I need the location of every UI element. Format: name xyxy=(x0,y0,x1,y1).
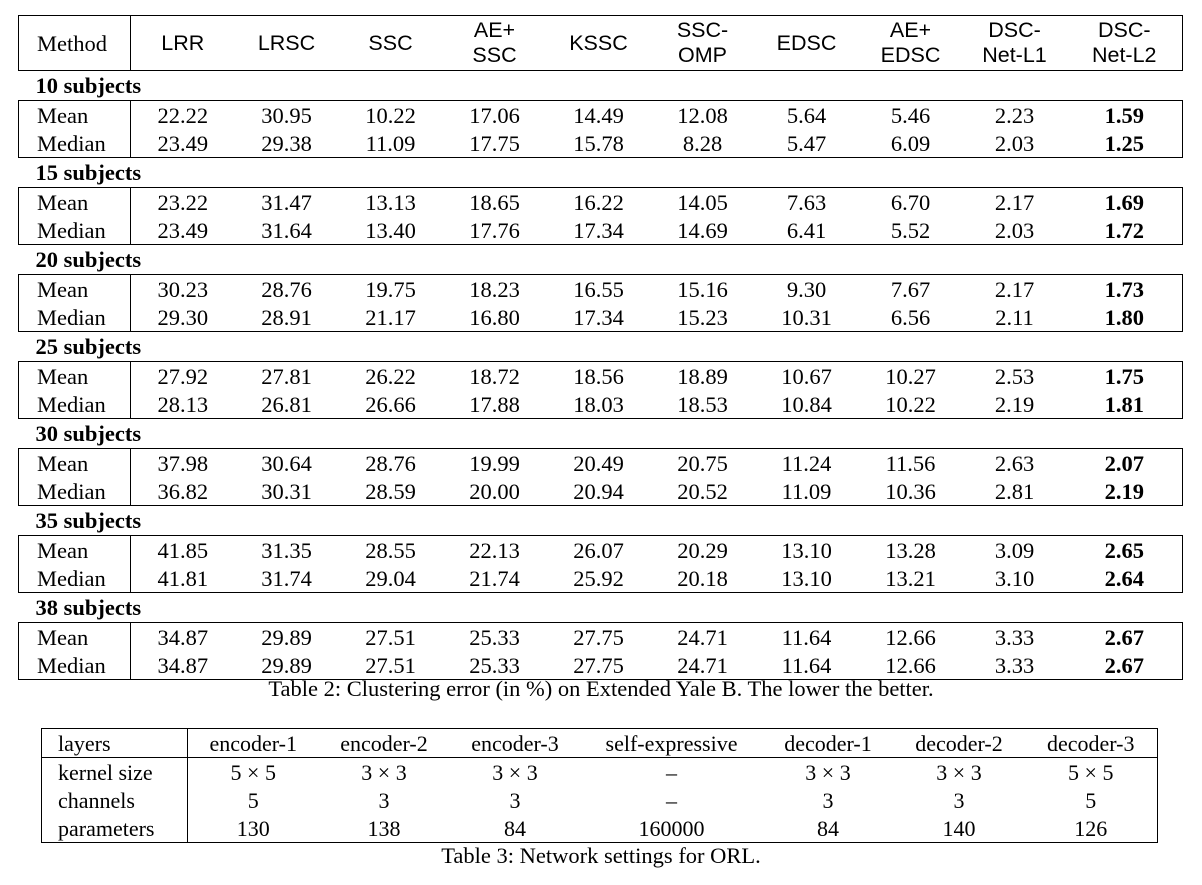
table-cell: 5.64 xyxy=(786,102,827,128)
table-row xyxy=(42,786,1158,814)
table-body xyxy=(42,758,1158,843)
table-cell: 3 × 3 xyxy=(936,759,982,785)
table-cell: 16.55 xyxy=(573,276,624,302)
table-cell: 3 xyxy=(378,787,390,813)
table-cell: 6.09 xyxy=(859,129,963,158)
table-cell: 15.16 xyxy=(677,276,728,302)
table-cell: 2.17 xyxy=(994,189,1035,215)
column-header: DSC- Net-L2 xyxy=(1067,16,1183,71)
table-cell: 23.49 xyxy=(131,129,235,158)
table-cell: 1.72 xyxy=(1067,216,1183,245)
table-cell: 10.22 xyxy=(859,390,963,419)
table-cell: 2.65 xyxy=(1067,536,1183,565)
table-cell: 11.09 xyxy=(339,129,443,158)
table-cell: 13.40 xyxy=(339,216,443,245)
table-cell: 30.23 xyxy=(157,276,209,302)
table-cell: 138 xyxy=(367,815,401,841)
table-cell: 2.19 xyxy=(963,390,1067,419)
table-cell: 26.81 xyxy=(235,390,339,419)
table-cell: 19.75 xyxy=(365,276,416,302)
table-cell: 28.13 xyxy=(131,390,235,419)
table-cell: 2.64 xyxy=(1067,564,1183,593)
table-cell: 27.75 xyxy=(573,624,624,650)
table-cell: 23.22 xyxy=(157,189,209,215)
table-cell: 3 × 3 xyxy=(805,759,851,785)
table-cell: 2.17 xyxy=(994,276,1035,302)
table-cell: 41.85 xyxy=(157,537,209,563)
table-cell: 27.51 xyxy=(365,624,416,650)
column-header: encoder-2 xyxy=(319,729,450,758)
table-row xyxy=(19,129,1183,158)
table-cell: 11.56 xyxy=(885,450,936,476)
table-cell: 2.67 xyxy=(1067,623,1183,652)
table-cell: 28.91 xyxy=(235,303,339,332)
table-cell: 17.76 xyxy=(443,216,547,245)
table-cell: 84 xyxy=(504,815,526,841)
table-cell: 16.80 xyxy=(443,303,547,332)
row-label: Mean xyxy=(19,536,131,565)
table-cell: 12.08 xyxy=(677,102,728,128)
table-cell: 2.53 xyxy=(994,363,1035,389)
group-title: 15 subjects xyxy=(19,158,1183,188)
table-cell: 1.59 xyxy=(1067,101,1183,130)
table-cell: 11.64 xyxy=(755,651,859,680)
column-header: SSC- OMP xyxy=(651,16,755,71)
table-cell: 9.30 xyxy=(786,276,827,302)
table-cell: – xyxy=(666,787,677,813)
table-cell: 11.64 xyxy=(781,624,832,650)
group-title: 38 subjects xyxy=(19,593,1183,623)
table-cell: 24.71 xyxy=(677,624,728,650)
table-cell: 13.28 xyxy=(885,537,936,563)
table-cell: 22.22 xyxy=(157,102,209,128)
column-header: AE+ SSC xyxy=(443,16,547,71)
table-cell: 11.24 xyxy=(781,450,832,476)
table-cell: 30.31 xyxy=(235,477,339,506)
table-cell: 12.66 xyxy=(885,624,936,650)
table-cell: 29.04 xyxy=(339,564,443,593)
table-cell: 27.75 xyxy=(547,651,651,680)
table-cell: 25.33 xyxy=(443,651,547,680)
table-cell: 17.75 xyxy=(443,129,547,158)
table-cell: 5 xyxy=(1085,787,1097,813)
table-cell: 20.49 xyxy=(573,450,624,476)
table-cell: 1.80 xyxy=(1067,303,1183,332)
row-label: kernel size xyxy=(42,758,188,787)
row-label: Mean xyxy=(19,101,131,130)
table-cell: 1.25 xyxy=(1067,129,1183,158)
table-cell: 37.98 xyxy=(157,450,209,476)
table-cell: 6.70 xyxy=(890,189,931,215)
column-header: decoder-2 xyxy=(894,729,1025,758)
table-cell: 14.05 xyxy=(677,189,728,215)
table-cell: 20.52 xyxy=(651,477,755,506)
table-cell: 25.33 xyxy=(469,624,520,650)
row-label: Median xyxy=(19,564,131,593)
table-cell: 14.49 xyxy=(573,102,624,128)
table-cell: 2.03 xyxy=(963,216,1067,245)
group-header-row xyxy=(19,593,1183,623)
row-label: Mean xyxy=(19,449,131,478)
table-cell: 7.67 xyxy=(890,276,931,302)
table-2-caption: Table 2: Clustering error (in %) on Extended Yale B. The lower the better. xyxy=(268,676,934,701)
table-cell: 23.49 xyxy=(131,216,235,245)
table-row xyxy=(19,623,1183,652)
column-header: LRR xyxy=(131,16,235,71)
row-label: Median xyxy=(19,477,131,506)
table-cell: 3 xyxy=(822,787,834,813)
row-label: Mean xyxy=(19,188,131,217)
table-cell: 5 xyxy=(247,787,259,813)
table-cell: 3 × 3 xyxy=(361,759,407,785)
network-settings-table xyxy=(41,728,1158,843)
table-cell: 31.47 xyxy=(261,189,312,215)
table-cell: 31.74 xyxy=(235,564,339,593)
table-cell: 8.28 xyxy=(651,129,755,158)
column-header: AE+ EDSC xyxy=(859,16,963,71)
group-title: 10 subjects xyxy=(19,71,1183,101)
column-header: encoder-1 xyxy=(188,729,319,758)
table-cell: 20.18 xyxy=(651,564,755,593)
column-header: decoder-3 xyxy=(1025,729,1158,758)
row-label: parameters xyxy=(42,814,188,843)
table-header-row xyxy=(19,16,1183,71)
row-label: Median xyxy=(19,303,131,332)
group-title: 20 subjects xyxy=(19,245,1183,275)
table-row xyxy=(42,814,1158,843)
table-cell: 3.33 xyxy=(994,624,1035,650)
table-cell: 2.19 xyxy=(1067,477,1183,506)
table-cell: 17.34 xyxy=(547,303,651,332)
table-cell: 2.11 xyxy=(963,303,1067,332)
row-label: Median xyxy=(19,129,131,158)
group-header-row xyxy=(19,71,1183,101)
table-cell: 13.21 xyxy=(859,564,963,593)
table-cell: 18.23 xyxy=(469,276,520,302)
table-cell: 13.10 xyxy=(755,564,859,593)
table-cell: 27.92 xyxy=(157,363,209,389)
row-label: Mean xyxy=(19,275,131,304)
table-cell: 140 xyxy=(942,815,976,841)
table-cell: 18.72 xyxy=(469,363,520,389)
table-cell: 17.34 xyxy=(547,216,651,245)
table-cell: 34.87 xyxy=(157,624,209,650)
table-cell: 1.69 xyxy=(1067,188,1183,217)
table-row xyxy=(19,101,1183,130)
row-label: channels xyxy=(42,786,188,814)
table-cell: 5.46 xyxy=(890,102,931,128)
group-header-row xyxy=(19,158,1183,188)
table-cell: 34.87 xyxy=(131,651,235,680)
table-row xyxy=(19,564,1183,593)
table-cell: 6.56 xyxy=(859,303,963,332)
table-body xyxy=(19,71,1183,680)
table-cell: 22.13 xyxy=(469,537,520,563)
table-cell: 28.76 xyxy=(365,450,416,476)
table-cell: 24.71 xyxy=(651,651,755,680)
table-cell: 20.94 xyxy=(547,477,651,506)
table-cell: 26.66 xyxy=(339,390,443,419)
group-header-row xyxy=(19,419,1183,449)
table-cell: 29.89 xyxy=(235,651,339,680)
table-cell: 29.30 xyxy=(131,303,235,332)
table-cell: 15.78 xyxy=(547,129,651,158)
column-header: LRSC xyxy=(235,16,339,71)
table-header-row xyxy=(42,729,1158,758)
table-cell: 3 xyxy=(953,787,965,813)
column-header: EDSC xyxy=(755,16,859,71)
table-row xyxy=(19,275,1183,304)
column-header: encoder-3 xyxy=(450,729,581,758)
table-cell: 29.38 xyxy=(235,129,339,158)
column-header: KSSC xyxy=(547,16,651,71)
table-cell: 3.09 xyxy=(994,537,1035,563)
row-label: Median xyxy=(19,216,131,245)
table-cell: 3.33 xyxy=(963,651,1067,680)
table-cell: 29.89 xyxy=(261,624,312,650)
row-label: Mean xyxy=(19,623,131,652)
table-cell: 3 xyxy=(509,787,521,813)
column-header: SSC xyxy=(339,16,443,71)
table-3-caption: Table 3: Network settings for ORL. xyxy=(441,843,761,868)
table-cell: 84 xyxy=(817,815,839,841)
table-cell: 26.22 xyxy=(365,363,416,389)
table-cell: 20.75 xyxy=(677,450,728,476)
table-cell: 27.81 xyxy=(261,363,312,389)
table-row xyxy=(19,303,1183,332)
column-header: layers xyxy=(42,729,188,758)
table-cell: – xyxy=(666,759,677,785)
group-header-row xyxy=(19,245,1183,275)
table-cell: 7.63 xyxy=(786,189,827,215)
table-cell: 17.88 xyxy=(443,390,547,419)
table-cell: 3.10 xyxy=(963,564,1067,593)
table-cell: 36.82 xyxy=(131,477,235,506)
table-cell: 31.64 xyxy=(235,216,339,245)
row-label: Mean xyxy=(19,362,131,391)
table-row xyxy=(19,536,1183,565)
table-cell: 27.51 xyxy=(339,651,443,680)
table-cell: 16.22 xyxy=(573,189,624,215)
table-row xyxy=(42,758,1158,787)
table-cell: 10.27 xyxy=(885,363,936,389)
table-row xyxy=(19,390,1183,419)
table-cell: 10.31 xyxy=(755,303,859,332)
table-cell: 21.74 xyxy=(443,564,547,593)
table-cell: 25.92 xyxy=(547,564,651,593)
table-cell: 17.06 xyxy=(469,102,520,128)
table-cell: 20.29 xyxy=(677,537,728,563)
table-row xyxy=(19,188,1183,217)
table-cell: 2.07 xyxy=(1067,449,1183,478)
group-title: 30 subjects xyxy=(19,419,1183,449)
row-label: Median xyxy=(19,651,131,680)
column-header: self-expressive xyxy=(581,729,763,758)
table-cell: 10.22 xyxy=(365,102,416,128)
table-cell: 130 xyxy=(236,815,270,841)
table-cell: 2.03 xyxy=(963,129,1067,158)
row-label: Median xyxy=(19,390,131,419)
table-cell: 19.99 xyxy=(469,450,520,476)
table-cell: 5.52 xyxy=(859,216,963,245)
table-cell: 41.81 xyxy=(131,564,235,593)
table-cell: 2.23 xyxy=(994,102,1035,128)
table-cell: 18.03 xyxy=(547,390,651,419)
group-header-row xyxy=(19,332,1183,362)
table-cell: 160000 xyxy=(638,815,705,841)
table-cell: 21.17 xyxy=(339,303,443,332)
table-cell: 26.07 xyxy=(573,537,624,563)
table-cell: 2.81 xyxy=(963,477,1067,506)
table-row xyxy=(19,449,1183,478)
column-header: decoder-1 xyxy=(763,729,894,758)
column-header: Method xyxy=(19,16,131,71)
table-cell: 30.95 xyxy=(261,102,312,128)
table-cell: 18.65 xyxy=(469,189,520,215)
table-cell: 20.00 xyxy=(443,477,547,506)
table-cell: 14.69 xyxy=(651,216,755,245)
table-cell: 13.13 xyxy=(365,189,416,215)
table-cell: 5.47 xyxy=(755,129,859,158)
table-cell: 28.59 xyxy=(339,477,443,506)
table-cell: 5 × 5 xyxy=(1068,759,1114,785)
table-cell: 1.73 xyxy=(1067,275,1183,304)
table-cell: 10.67 xyxy=(781,363,832,389)
table-cell: 1.81 xyxy=(1067,390,1183,419)
table-cell: 2.67 xyxy=(1067,651,1183,680)
table-cell: 5 × 5 xyxy=(230,759,276,785)
table-cell: 18.56 xyxy=(573,363,624,389)
table-cell: 11.09 xyxy=(755,477,859,506)
table-cell: 18.89 xyxy=(677,363,728,389)
table-cell: 28.55 xyxy=(365,537,416,563)
table-cell: 30.64 xyxy=(261,450,312,476)
column-header: DSC- Net-L1 xyxy=(963,16,1067,71)
table-cell: 1.75 xyxy=(1067,362,1183,391)
group-title: 35 subjects xyxy=(19,506,1183,536)
table-cell: 12.66 xyxy=(859,651,963,680)
clustering-error-table xyxy=(18,15,1183,680)
table-cell: 2.63 xyxy=(994,450,1035,476)
table-cell: 126 xyxy=(1074,815,1108,841)
group-header-row xyxy=(19,506,1183,536)
table-cell: 13.10 xyxy=(781,537,832,563)
table-row xyxy=(19,362,1183,391)
table-cell: 10.36 xyxy=(859,477,963,506)
table-cell: 6.41 xyxy=(755,216,859,245)
table-cell: 31.35 xyxy=(261,537,312,563)
table-row xyxy=(19,216,1183,245)
table-cell: 3 × 3 xyxy=(492,759,538,785)
table-cell: 18.53 xyxy=(651,390,755,419)
table-cell: 15.23 xyxy=(651,303,755,332)
table-cell: 10.84 xyxy=(755,390,859,419)
group-title: 25 subjects xyxy=(19,332,1183,362)
table-cell: 28.76 xyxy=(261,276,312,302)
table-row xyxy=(19,477,1183,506)
